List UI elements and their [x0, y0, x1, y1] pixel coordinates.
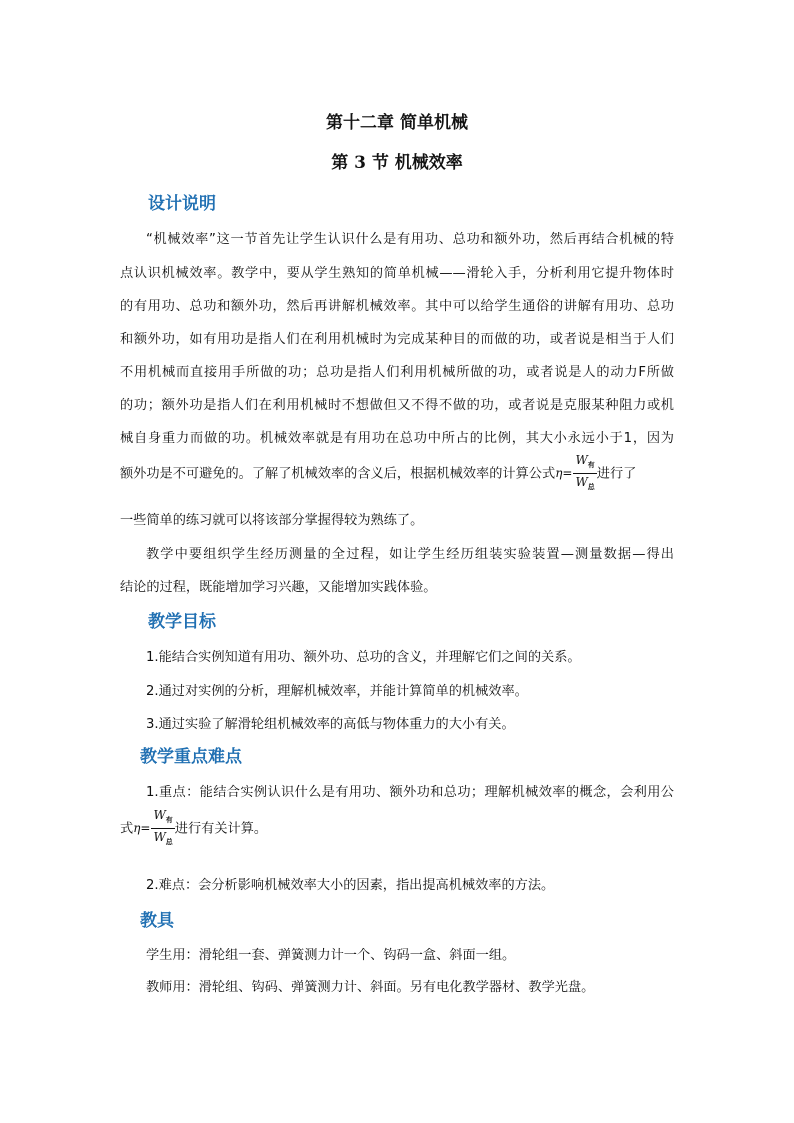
formula-line-text: 额外功是不可避免的。了解了机械效率的含义后，根据机械效率的计算公式: [120, 466, 556, 482]
key-point-line: 2.难点：会分析影响机械效率大小的因素，指出提高机械效率的方法。: [146, 878, 555, 893]
key-point-line: 1.重点：能结合实例认识什么是有用功、额外功和总功；理解机械效率的概念，会利用公: [146, 785, 674, 800]
formula-eta: η=: [133, 821, 151, 835]
design-line: 和额外功，如有用功是指人们在利用机械时为完成某种目的而做的功，或者说是相当于人们: [120, 332, 674, 347]
design-line: “机械效率”这一节首先让学生认识什么是有用功、总功和额外功，然后再结合机械的特: [146, 232, 674, 247]
key-point-text: 式: [120, 821, 134, 837]
key-points-heading: 教学重点难点: [140, 747, 242, 767]
chapter-title: 第十二章 简单机械: [326, 113, 468, 133]
design-line: 不用机械而直接用手所做的功；总功是指人们利用机械所做的功，或者说是人的动力F所做: [120, 365, 674, 380]
efficiency-formula: [555, 453, 597, 494]
formula-denominator: $W_总$: [575, 475, 595, 491]
goal-item: 2.通过对实例的分析，理解机械效率，并能计算简单的机械效率。: [146, 684, 528, 699]
goal-item: 3.通过实验了解滑轮组机械效率的高低与物体重力的大小有关。: [146, 717, 515, 732]
formula-line-text-after: 进行了: [596, 466, 637, 482]
goal-item: 1.能结合实例知道有用功、额外功、总功的含义，并理解它们之间的关系。: [146, 650, 581, 665]
design-line: 一些简单的练习就可以将该部分掌握得较为熟练了。: [120, 513, 424, 528]
efficiency-formula: [133, 808, 175, 849]
key-point-formula-line: [120, 808, 267, 849]
formula-line: [120, 453, 636, 494]
design-para2-line: 教学中要组织学生经历测量的全过程，如让学生经历组装实验装置—测量数据—得出: [146, 547, 674, 562]
design-line: 的功；额外功是指人们在利用机械时不想做但又不得不做的功，或者说是克服某种阻力或机: [120, 398, 674, 413]
formula-fraction: [573, 453, 596, 494]
formula-numerator: $W_有$: [573, 453, 596, 474]
tools-teacher: 教师用：滑轮组、钩码、弹簧测力计、斜面。另有电化教学器材、教学光盘。: [146, 980, 595, 995]
formula-eta: η=: [555, 466, 573, 480]
design-line: 点认识机械效率。教学中，要从学生熟知的简单机械——滑轮入手，分析利用它提升物体时: [120, 266, 674, 281]
formula-fraction: [151, 808, 174, 849]
key-point-text-after: 进行有关计算。: [174, 821, 268, 837]
section-title: 第 3 节 机械效率: [331, 153, 463, 173]
tools-student: 学生用：滑轮组一套、弹簧测力计一个、钩码一盒、斜面一组。: [146, 948, 516, 963]
goals-heading: 教学目标: [148, 612, 216, 632]
design-heading: 设计说明: [148, 194, 216, 214]
design-para2-line: 结论的过程，既能增加学习兴趣，又能增加实践体验。: [120, 580, 437, 595]
formula-numerator: $W_有$: [151, 808, 174, 829]
design-line: 械自身重力而做的功。机械效率就是有用功在总功中所占的比例，其大小永远小于1，因为: [120, 431, 674, 446]
formula-denominator: $W_总$: [153, 830, 173, 846]
design-line: 的有用功、总功和额外功，然后再讲解机械效率。其中可以给学生通俗的讲解有用功、总功: [120, 299, 674, 314]
tools-heading: 教具: [140, 911, 174, 931]
